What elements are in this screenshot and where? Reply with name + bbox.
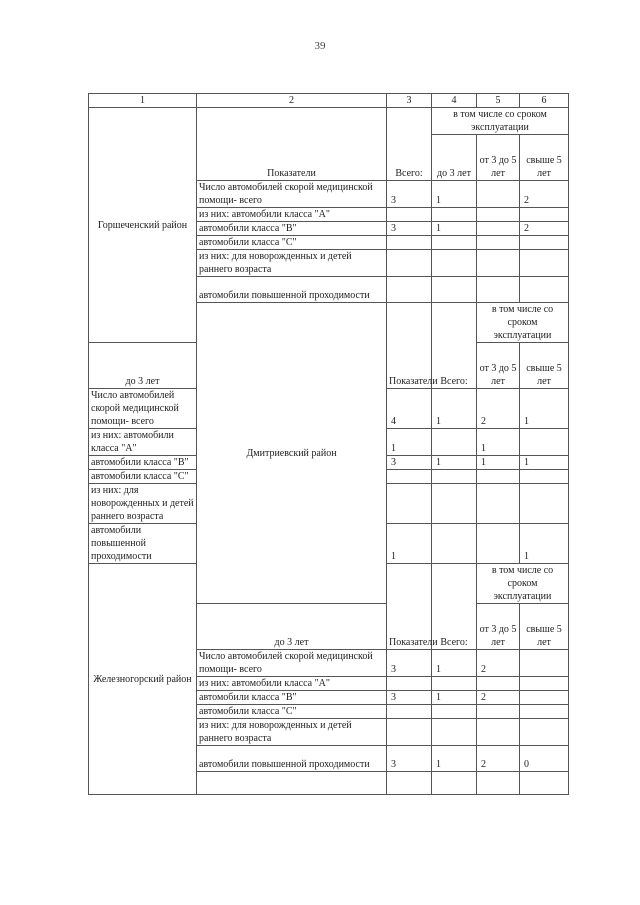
indicator-label: из них: для новорожденных и детей раннего возраста [197, 719, 387, 746]
total-value [387, 250, 432, 277]
service-life-header: в том числе со сроком эксплуатации [432, 108, 569, 135]
gt5-value [520, 208, 569, 222]
column-number: 5 [477, 94, 520, 108]
total-header: Всего: [432, 303, 477, 389]
column-number: 1 [89, 94, 197, 108]
indicators-header: Показатели [387, 564, 432, 650]
district-header-row [89, 108, 569, 135]
total-value: 1 [387, 429, 432, 456]
gt5-value [520, 484, 569, 524]
indicators-header: Показатели [197, 108, 387, 181]
indicator-label: автомобили класса "С" [89, 470, 197, 484]
gt5-value [520, 705, 569, 719]
indicator-label: автомобили класса "В" [89, 456, 197, 470]
district-name: Дмитриевский район [197, 303, 387, 604]
column-number: 3 [387, 94, 432, 108]
lt3-value [432, 429, 477, 456]
total-value [387, 705, 432, 719]
gt5-value: 1 [520, 389, 569, 429]
gt5-value [520, 236, 569, 250]
from3to5-value [477, 470, 520, 484]
total-value: 3 [387, 456, 432, 470]
col-lt3-header: до 3 лет [432, 135, 477, 181]
from3to5-value: 2 [477, 691, 520, 705]
indicator-label: автомобили повышенной проходимости [89, 524, 197, 564]
lt3-value: 1 [432, 650, 477, 677]
column-number-row [89, 94, 569, 108]
indicator-label: Число автомобилей скорой медицинской помощи- всего [197, 650, 387, 677]
col-3-5-header: от 3 до 5 лет [477, 604, 520, 650]
empty-cell [387, 772, 432, 795]
empty-cell [197, 772, 387, 795]
indicator-label: Число автомобилей скорой медицинской помощи- всего [89, 389, 197, 429]
total-value: 3 [387, 650, 432, 677]
col-gt5-header: свыше 5 лет [520, 135, 569, 181]
gt5-value: 1 [520, 524, 569, 564]
gt5-value [520, 719, 569, 746]
indicator-label: Число автомобилей скорой медицинской помощи- всего [197, 181, 387, 208]
lt3-value: 1 [432, 181, 477, 208]
lt3-value [432, 484, 477, 524]
from3to5-value [477, 719, 520, 746]
lt3-value: 1 [432, 456, 477, 470]
indicator-label: из них: для новорожденных и детей раннего возраста [197, 250, 387, 277]
total-value [387, 677, 432, 691]
lt3-value: 1 [432, 389, 477, 429]
ambulance-table [88, 93, 569, 795]
lt3-value: 1 [432, 222, 477, 236]
indicator-label: из них: автомобили класса "А" [197, 208, 387, 222]
district-name: Железногорский район [89, 564, 197, 795]
lt3-value [432, 677, 477, 691]
from3to5-value [477, 524, 520, 564]
district-name: Горшеченский район [89, 108, 197, 343]
from3to5-value [477, 705, 520, 719]
column-number: 4 [432, 94, 477, 108]
total-value: 3 [387, 746, 432, 772]
total-value [387, 470, 432, 484]
from3to5-value: 1 [477, 456, 520, 470]
from3to5-value [477, 277, 520, 303]
empty-cell [432, 772, 477, 795]
total-value: 3 [387, 181, 432, 208]
lt3-value: 1 [432, 691, 477, 705]
from3to5-value: 2 [477, 650, 520, 677]
from3to5-value [477, 677, 520, 691]
service-life-header: в том числе со сроком эксплуатации [477, 303, 569, 343]
lt3-value [432, 719, 477, 746]
from3to5-value: 2 [477, 389, 520, 429]
gt5-value: 2 [520, 222, 569, 236]
lt3-value [432, 524, 477, 564]
indicator-label: автомобили класса "С" [197, 705, 387, 719]
indicator-label: из них: автомобили класса "А" [89, 429, 197, 456]
gt5-value: 1 [520, 456, 569, 470]
lt3-value: 1 [432, 746, 477, 772]
gt5-value [520, 429, 569, 456]
indicator-label: из них: автомобили класса "А" [197, 677, 387, 691]
gt5-value [520, 677, 569, 691]
from3to5-value [477, 222, 520, 236]
col-3-5-header: от 3 до 5 лет [477, 135, 520, 181]
total-value [387, 236, 432, 250]
lt3-value [432, 236, 477, 250]
gt5-value [520, 650, 569, 677]
from3to5-value [477, 236, 520, 250]
column-number: 2 [197, 94, 387, 108]
indicator-label: автомобили класса "В" [197, 222, 387, 236]
from3to5-value [477, 484, 520, 524]
gt5-value: 0 [520, 746, 569, 772]
col-lt3-header: до 3 лет [89, 343, 197, 389]
empty-cell [477, 772, 520, 795]
from3to5-value [477, 208, 520, 222]
lt3-value [432, 208, 477, 222]
gt5-value: 2 [520, 181, 569, 208]
from3to5-value: 1 [477, 429, 520, 456]
indicators-header: Показатели [387, 303, 432, 389]
total-header: Всего: [432, 564, 477, 650]
total-value: 4 [387, 389, 432, 429]
col-gt5-header: свыше 5 лет [520, 343, 569, 389]
column-number: 6 [520, 94, 569, 108]
from3to5-value: 2 [477, 746, 520, 772]
total-value [387, 277, 432, 303]
col-gt5-header: свыше 5 лет [520, 604, 569, 650]
service-life-header: в том числе со сроком эксплуатации [477, 564, 569, 604]
total-value: 3 [387, 691, 432, 705]
total-value [387, 719, 432, 746]
total-value: 1 [387, 524, 432, 564]
lt3-value [432, 705, 477, 719]
gt5-value [520, 691, 569, 705]
page-number: 39 [314, 40, 326, 52]
indicator-label: автомобили класса "В" [197, 691, 387, 705]
empty-cell [520, 772, 569, 795]
total-value [387, 484, 432, 524]
indicator-label: автомобили повышенной проходимости [197, 746, 387, 772]
gt5-value [520, 470, 569, 484]
indicator-label: из них: для новорожденных и детей раннего возраста [89, 484, 197, 524]
lt3-value [432, 277, 477, 303]
indicator-label: автомобили повышенной проходимости [197, 277, 387, 303]
total-value: 3 [387, 222, 432, 236]
total-header: Всего: [387, 108, 432, 181]
gt5-value [520, 250, 569, 277]
gt5-value [520, 277, 569, 303]
col-lt3-header: до 3 лет [197, 604, 387, 650]
indicator-label: автомобили класса "С" [197, 236, 387, 250]
col-3-5-header: от 3 до 5 лет [477, 343, 520, 389]
lt3-value [432, 470, 477, 484]
from3to5-value [477, 181, 520, 208]
from3to5-value [477, 250, 520, 277]
lt3-value [432, 250, 477, 277]
total-value [387, 208, 432, 222]
